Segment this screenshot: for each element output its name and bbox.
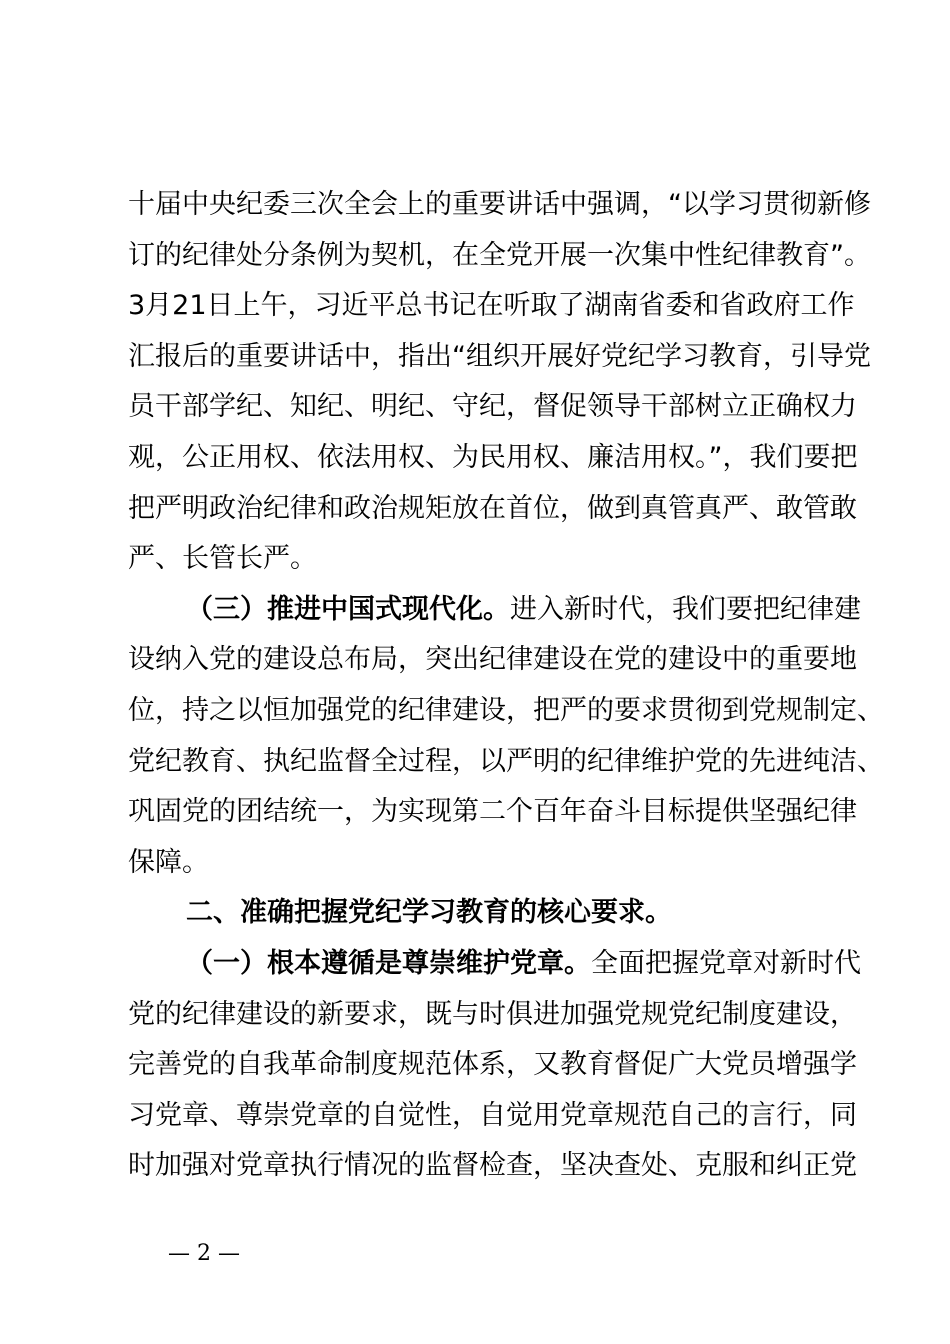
text-line: 保障。 [128, 846, 209, 878]
text-line: 巩固党的团结统一，为实现第二个百年奋斗目标提供坚强纪律 [128, 796, 857, 828]
text-line: 党纪教育、执纪监督全过程，以严明的纪律维护党的先进纯洁、 [128, 745, 884, 777]
text-line: 把严明政治纪律和政治规矩放在首位，做到真管真严、敢管敢 [128, 492, 857, 524]
text-line: 汇报后的重要讲话中，指出“组织开展好党纪学习教育，引导党 [128, 340, 871, 372]
paragraph-start-line [128, 585, 861, 636]
text-line: 时加强对党章执行情况的监督检查，坚决查处、克服和纠正党 [128, 1150, 857, 1182]
text-line: 设纳入党的建设总布局，突出纪律建设在党的建设中的重要地 [128, 644, 857, 676]
text-line: 完善党的自我革命制度规范体系，又教育督促广大党员增强学 [128, 1049, 857, 1081]
text-line: 员干部学纪、知纪、明纪、守纪，督促领导干部树立正确权力 [128, 391, 857, 423]
document-body [128, 180, 884, 1192]
section-heading: （三）推进中国式现代化。 [186, 593, 510, 625]
page-number: — 2 — [168, 1241, 240, 1266]
text-line: 订的纪律处分条例为契机，在全党开展一次集中性纪律教育”。 [128, 239, 871, 271]
text-line: 十届中央纪委三次全会上的重要讲话中强调，“以学习贯彻新修 [128, 189, 871, 220]
paragraph-start-line [128, 888, 850, 939]
paragraph-start-line [128, 939, 861, 990]
section-heading: （一）根本遵循是尊崇维护党章。 [186, 947, 591, 979]
text-line: 位，持之以恒加强党的纪律建设，把严的要求贯彻到党规制定、 [128, 694, 884, 726]
text-line: 观，公正用权、依法用权、为民用权、廉洁用权。”，我们要把 [128, 441, 858, 473]
text-line: 3月21日上午，习近平总书记在听取了湖南省委和省政府工作 [128, 290, 855, 322]
section-heading: 二、准确把握党纪学习教育的核心要求。 [186, 897, 672, 929]
text-line: 习党章、尊崇党章的自觉性，自觉用党章规范自己的言行，同 [128, 1099, 857, 1131]
paragraph-text: 进入新时代，我们要把纪律建 [510, 593, 861, 625]
text-line: 严、长管长严。 [128, 543, 317, 575]
text-line: 党的纪律建设的新要求，既与时俱进加强党规党纪制度建设， [128, 998, 857, 1030]
paragraph-text: 全面把握党章对新时代 [591, 947, 861, 979]
